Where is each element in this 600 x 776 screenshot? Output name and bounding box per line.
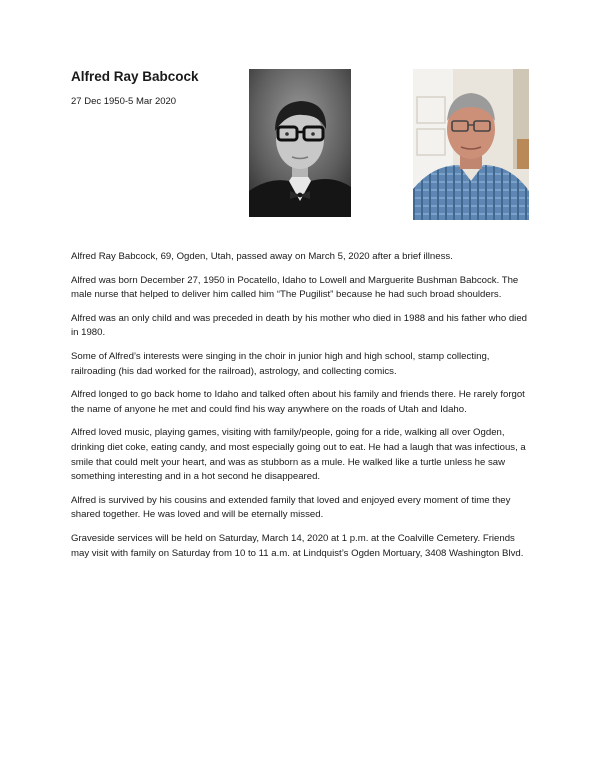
paragraph: Alfred is survived by his cousins and extended family that loved and enjoyed every moment of time they shared together. He was loved and will be eternally missed.: [71, 494, 511, 521]
paragraph: Alfred was an only child and was preceded in death by his mother who died in 1988 and his father who died in 1980.: [71, 312, 527, 339]
paragraph: Alfred longed to go back home to Idaho and talked often about his family and friends there. He rarely forgot the name of anyone he met and could find his way anywhere on the roads of Utah and Idaho.: [71, 389, 525, 415]
portrait-young-photo: [249, 69, 351, 217]
paragraph: Alfred Ray Babcock, 69, Ogden, Utah, passed away on March 5, 2020 after a brief illness.: [71, 251, 453, 262]
paragraph: Some of Alfred’s interests were singing in the choir in junior high and high school, stamp collecting, railroading (his dad worked for the railroad), astrology, and collecting comics.: [71, 350, 490, 377]
life-dates: 27 Dec 1950-5 Mar 2020: [71, 96, 177, 107]
obituary-body: [71, 250, 533, 570]
paragraph: Alfred was born December 27, 1950 in Pocatello, Idaho to Lowell and Marguerite Bushman Babcock. The male nurse that helped to deliver him called him “The Pugilist” because he had such broad shoulders.: [71, 274, 519, 301]
paragraph: Graveside services will be held on Saturday, March 14, 2020 at 1 p.m. at the Coalville Cemetery. Friends may visit with family on Saturday from 10 to 11 a.m. at Lindquist’s Ogden Mortuary, 3408 Washington Blvd.: [71, 532, 524, 559]
portrait-older-photo: [413, 69, 529, 220]
page-title: Alfred Ray Babcock: [71, 69, 199, 84]
paragraph: Alfred loved music, playing games, visiting with family/people, going for a ride, walking all over Ogden, drinking diet coke, eating candy, and most especially going out to eat. He had a laugh that was infectious, a smile that could melt your heart, and was as stubborn as a mule. He walked like a turtle unless he saw something interesting and in a hot second he disappeared.: [71, 427, 526, 483]
